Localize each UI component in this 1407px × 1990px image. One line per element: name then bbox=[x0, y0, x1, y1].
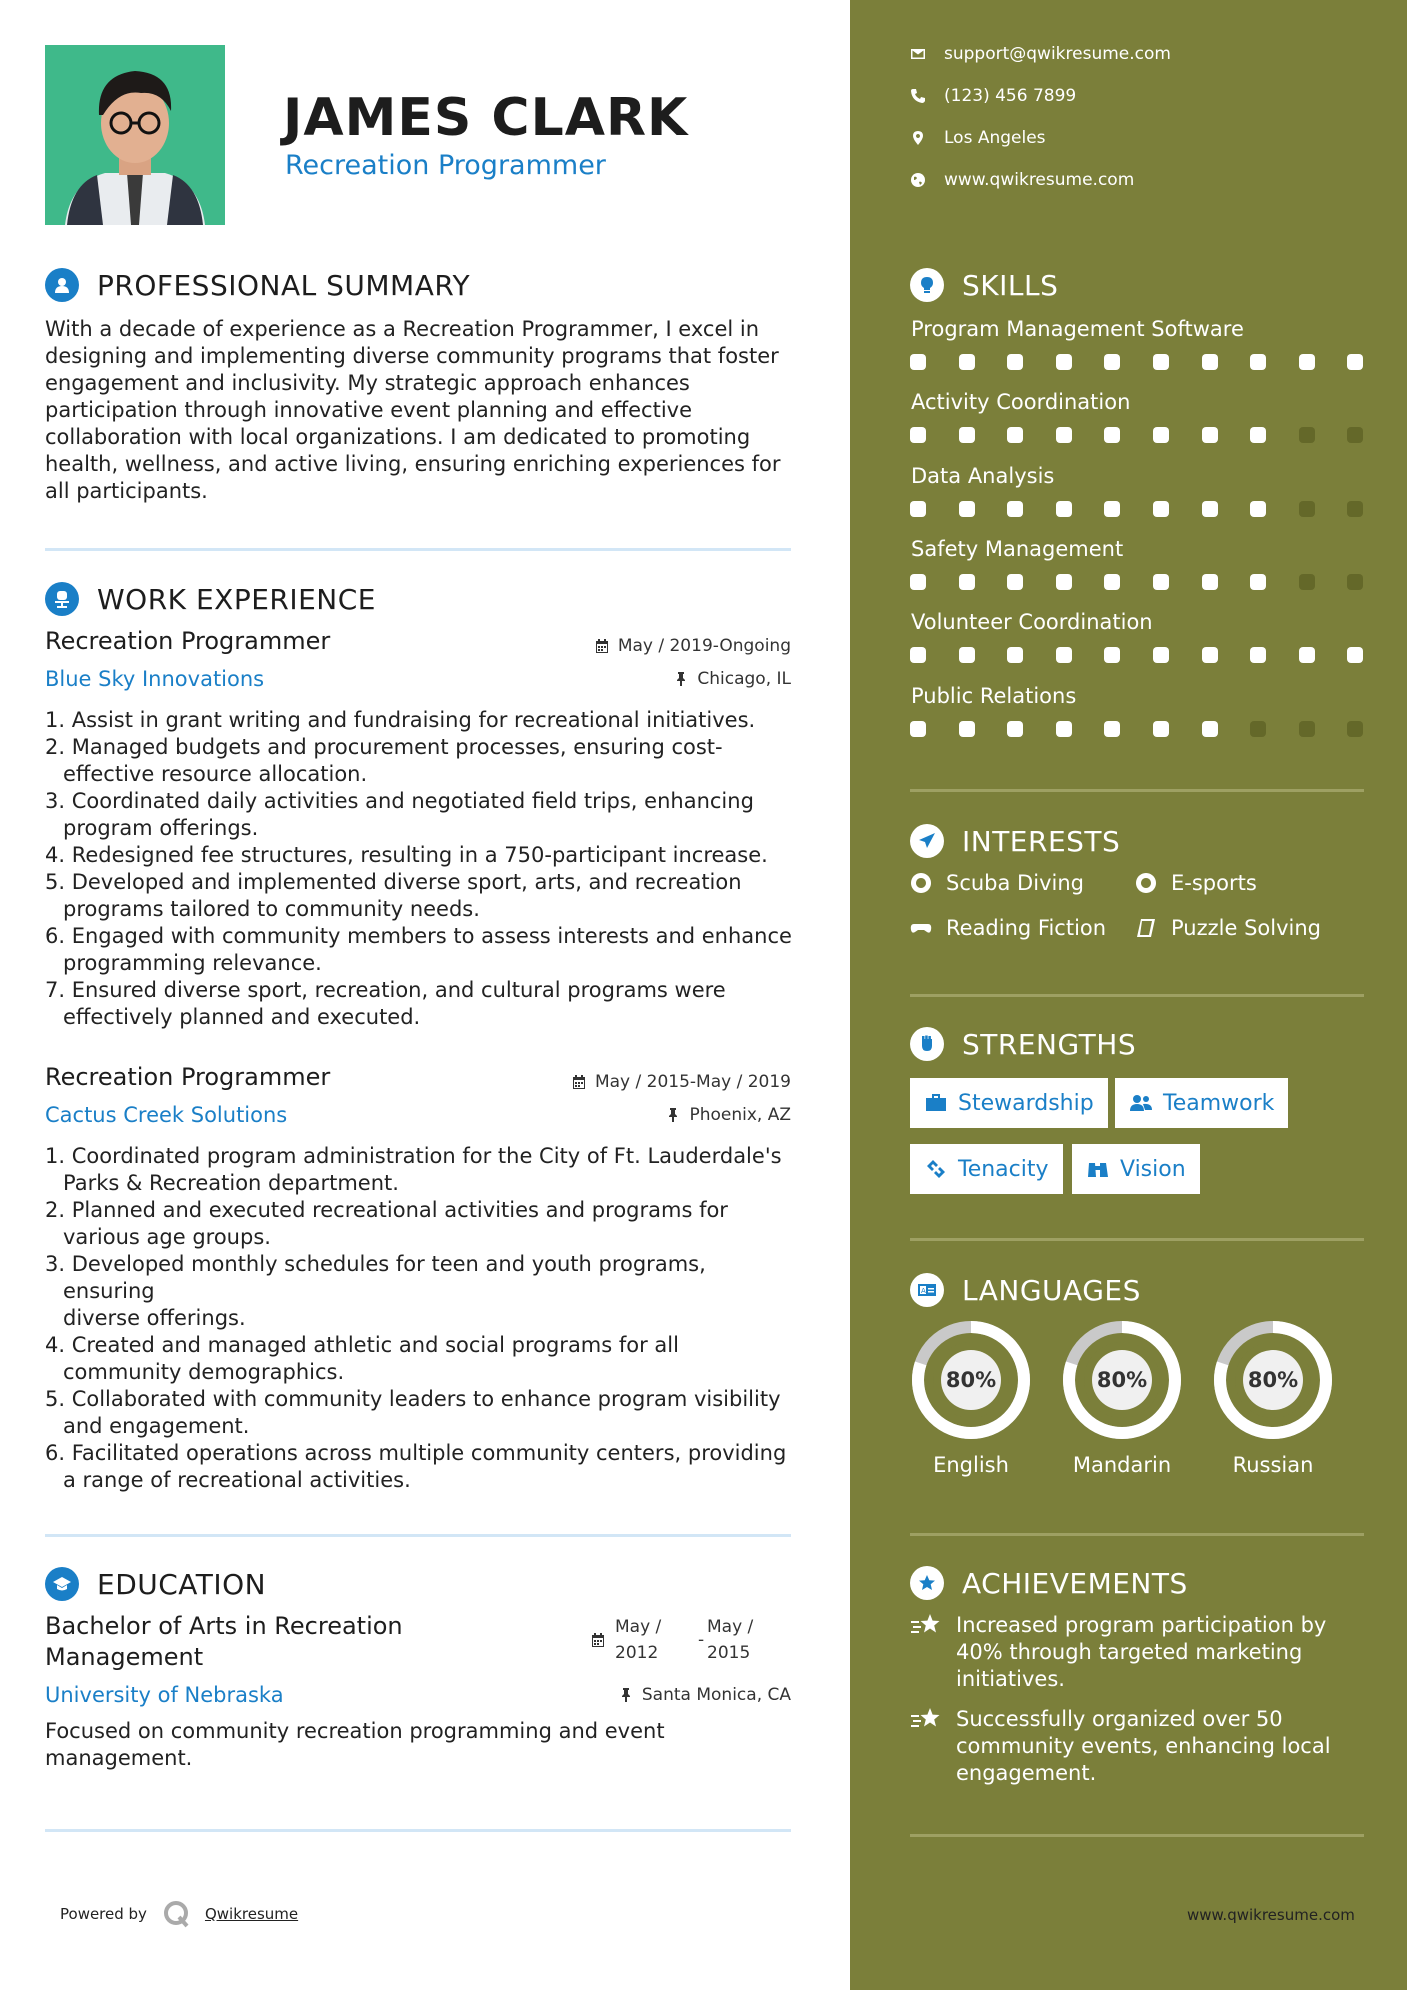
candidate-title: Recreation Programmer bbox=[285, 150, 606, 181]
contact-phone bbox=[910, 86, 1076, 106]
degree-title bbox=[45, 1611, 485, 1673]
shooting-star-icon bbox=[910, 1612, 942, 1640]
duty-item bbox=[45, 869, 800, 923]
skill-dot-filled bbox=[1007, 427, 1023, 443]
interest-item bbox=[910, 871, 1084, 895]
strengths-heading bbox=[910, 1027, 1136, 1061]
skills-heading-text: SKILLS bbox=[962, 268, 1059, 302]
strength-badge bbox=[910, 1144, 1063, 1194]
duty-item bbox=[45, 788, 800, 842]
skill-dot-filled bbox=[1056, 427, 1072, 443]
life-ring-icon bbox=[1135, 872, 1157, 894]
skill-dot-filled bbox=[1202, 574, 1218, 590]
skill-dot-filled bbox=[1250, 574, 1266, 590]
sidebar-divider bbox=[910, 1238, 1364, 1241]
chair-icon bbox=[45, 582, 79, 616]
job-company: Blue Sky Innovations bbox=[45, 667, 265, 691]
education-heading-text: EDUCATION bbox=[97, 1567, 267, 1601]
degree-line: Bachelor of Arts in Recreation bbox=[45, 1612, 403, 1640]
achievement-line: initiatives. bbox=[956, 1667, 1065, 1691]
skill-dot-filled bbox=[910, 501, 926, 517]
calendar-icon bbox=[571, 1074, 587, 1090]
achievement-line: community events, enhancing local bbox=[956, 1734, 1331, 1758]
skill-dot-filled bbox=[1299, 647, 1315, 663]
section-divider bbox=[45, 1829, 791, 1832]
skill-dot-filled bbox=[1153, 647, 1169, 663]
languages-heading-text: LANGUAGES bbox=[962, 1273, 1141, 1307]
achievements-heading-text: ACHIEVEMENTS bbox=[962, 1566, 1188, 1600]
skill-name: Data Analysis bbox=[911, 464, 1055, 488]
job-title: Recreation Programmer bbox=[45, 1063, 331, 1091]
duty-item bbox=[45, 1143, 800, 1197]
skill-dot-empty bbox=[1299, 427, 1315, 443]
duty-item bbox=[45, 977, 800, 1031]
skill-dot-filled bbox=[1056, 721, 1072, 737]
school-name: University of Nebraska bbox=[45, 1683, 284, 1707]
skill-dot-filled bbox=[1250, 647, 1266, 663]
skill-dot-filled bbox=[1202, 354, 1218, 370]
achievement-line: engagement. bbox=[956, 1761, 1097, 1785]
experience-heading-text: WORK EXPERIENCE bbox=[97, 582, 376, 616]
duty-line: 4. Created and managed athletic and social programs for all bbox=[45, 1333, 679, 1357]
skill-dot-filled bbox=[1202, 647, 1218, 663]
skill-dot-empty bbox=[1299, 721, 1315, 737]
pin-icon bbox=[618, 1687, 634, 1703]
fist-icon bbox=[910, 1027, 944, 1061]
interest-label: Puzzle Solving bbox=[1171, 916, 1321, 940]
interest-label: Scuba Diving bbox=[946, 871, 1084, 895]
duty-line: 5. Collaborated with community leaders to enhance program visibility bbox=[45, 1387, 781, 1411]
section-divider bbox=[45, 1534, 791, 1537]
skill-dot-filled bbox=[1202, 427, 1218, 443]
edu-end-date bbox=[707, 1614, 753, 1666]
edu-end-line: May / bbox=[707, 1617, 754, 1637]
skill-dot-filled bbox=[1250, 501, 1266, 517]
skill-dot-filled bbox=[1347, 354, 1363, 370]
duty-line: 3. Developed monthly schedules for teen and youth programs, ensuring bbox=[45, 1252, 706, 1303]
achievement-item bbox=[910, 1706, 1350, 1787]
strength-label: Teamwork bbox=[1163, 1090, 1275, 1116]
skill-dot-empty bbox=[1347, 574, 1363, 590]
languages-heading bbox=[910, 1273, 1141, 1307]
duty-line: 2. Managed budgets and procurement processes, ensuring cost- bbox=[45, 735, 723, 759]
skill-dot-filled bbox=[1007, 354, 1023, 370]
duty-item bbox=[45, 1386, 800, 1440]
job-title: Recreation Programmer bbox=[45, 627, 331, 655]
envelope-icon bbox=[910, 46, 926, 62]
link-icon bbox=[924, 1157, 948, 1181]
duty-line: a range of recreational activities. bbox=[63, 1468, 411, 1492]
calendar-icon bbox=[594, 638, 610, 654]
skill-rating bbox=[910, 501, 1396, 517]
pin-icon bbox=[673, 671, 689, 687]
duty-line: 3. Coordinated daily activities and negotiated field trips, enhancing bbox=[45, 789, 754, 813]
skill-dot-filled bbox=[1104, 647, 1120, 663]
duty-line: Parks & Recreation department. bbox=[63, 1171, 399, 1195]
strength-badge bbox=[1072, 1144, 1200, 1194]
powered-by bbox=[60, 1900, 298, 1928]
duty-line: 4. Redesigned fee structures, resulting in a 750-participant increase. bbox=[45, 843, 768, 867]
summary-line: participation through innovative event planning and effective bbox=[45, 398, 693, 422]
skill-dot-filled bbox=[1202, 501, 1218, 517]
skill-rating bbox=[910, 721, 1396, 737]
contact-email[interactable] bbox=[910, 44, 1171, 64]
skill-dot-filled bbox=[1056, 501, 1072, 517]
summary-line: engagement and inclusivity. My strategic approach enhances bbox=[45, 371, 690, 395]
sidebar-divider bbox=[910, 1533, 1364, 1536]
skill-dot-empty bbox=[1299, 501, 1315, 517]
duty-item bbox=[45, 842, 800, 869]
summary-line: With a decade of experience as a Recreation Programmer, I excel in bbox=[45, 317, 760, 341]
job-location-text: Phoenix, AZ bbox=[689, 1105, 791, 1125]
skill-dot-filled bbox=[959, 501, 975, 517]
duty-line: effectively planned and executed. bbox=[63, 1005, 421, 1029]
skill-dot-filled bbox=[1250, 427, 1266, 443]
sidebar-divider bbox=[910, 789, 1364, 792]
language-percent: 80% bbox=[1247, 1368, 1299, 1392]
skill-dot-filled bbox=[910, 427, 926, 443]
summary-line: collaboration with local organizations. I am dedicated to promoting bbox=[45, 425, 751, 449]
duty-line: 7. Ensured diverse sport, recreation, and cultural programs were bbox=[45, 978, 726, 1002]
skill-dot-filled bbox=[1347, 647, 1363, 663]
summary-text bbox=[45, 316, 795, 505]
job-location bbox=[665, 1105, 791, 1125]
achievement-line: Successfully organized over 50 bbox=[956, 1707, 1283, 1731]
skill-name: Activity Coordination bbox=[911, 390, 1131, 414]
contact-location bbox=[910, 128, 1046, 148]
job-duties bbox=[45, 1143, 800, 1494]
summary-line: designing and implementing diverse community programs that foster bbox=[45, 344, 779, 368]
profile-photo bbox=[45, 45, 225, 225]
contact-email-text: support@qwikresume.com bbox=[944, 44, 1171, 64]
shooting-star-icon bbox=[910, 1706, 942, 1734]
briefcase-icon bbox=[924, 1091, 948, 1115]
map-pin-icon bbox=[910, 130, 926, 146]
skill-dot-filled bbox=[1250, 354, 1266, 370]
language-percent: 80% bbox=[945, 1368, 997, 1392]
graduation-cap-icon bbox=[45, 1567, 79, 1601]
achievement-line: Increased program participation by bbox=[956, 1613, 1327, 1637]
skill-dot-filled bbox=[1104, 427, 1120, 443]
duty-item bbox=[45, 1197, 800, 1251]
language-percent: 80% bbox=[1096, 1368, 1148, 1392]
language-gauge bbox=[909, 1318, 1033, 1442]
star-badge-icon bbox=[910, 1566, 944, 1600]
pin-icon bbox=[665, 1107, 681, 1123]
edu-start-line: May / bbox=[615, 1617, 662, 1637]
language-gauge bbox=[1211, 1318, 1335, 1442]
duty-line: program offerings. bbox=[63, 816, 259, 840]
duty-item bbox=[45, 734, 800, 788]
skill-dot-empty bbox=[1347, 501, 1363, 517]
skill-dot-filled bbox=[910, 721, 926, 737]
duty-line: 2. Planned and executed recreational activities and programs for bbox=[45, 1198, 728, 1222]
skill-dot-filled bbox=[1007, 501, 1023, 517]
contact-location-text: Los Angeles bbox=[944, 128, 1046, 148]
strengths-heading-text: STRENGTHS bbox=[962, 1027, 1137, 1061]
summary-heading-text: PROFESSIONAL SUMMARY bbox=[97, 268, 471, 302]
skill-dot-filled bbox=[1056, 574, 1072, 590]
strength-badge bbox=[1115, 1078, 1288, 1128]
achievement-text bbox=[956, 1706, 1331, 1787]
education-description bbox=[45, 1718, 765, 1772]
language-name: Russian bbox=[1232, 1453, 1314, 1477]
skill-name: Safety Management bbox=[911, 537, 1124, 561]
edu-end-line: 2015 bbox=[707, 1643, 751, 1663]
job-duties bbox=[45, 707, 800, 1031]
degree-line: Management bbox=[45, 1643, 204, 1671]
duty-item bbox=[45, 707, 800, 734]
skill-dot-filled bbox=[910, 647, 926, 663]
language-gauge bbox=[1060, 1318, 1184, 1442]
language-name: Mandarin bbox=[1072, 1453, 1172, 1477]
skill-dot-filled bbox=[1104, 354, 1120, 370]
skill-dot-empty bbox=[1299, 574, 1315, 590]
duty-line: programming relevance. bbox=[63, 951, 322, 975]
phone-icon bbox=[910, 88, 926, 104]
strength-label: Stewardship bbox=[958, 1090, 1094, 1116]
school-location-text: Santa Monica, CA bbox=[641, 1685, 791, 1705]
language-name: English bbox=[933, 1453, 1009, 1477]
edu-date-separator: - bbox=[698, 1630, 705, 1650]
interest-label: E-sports bbox=[1171, 871, 1257, 895]
skill-dot-filled bbox=[1056, 647, 1072, 663]
edu-start-line: 2012 bbox=[615, 1643, 659, 1663]
interests-heading-text: INTERESTS bbox=[962, 824, 1121, 858]
interests-heading bbox=[910, 824, 1120, 858]
skill-dot-filled bbox=[1104, 574, 1120, 590]
duty-line: programs tailored to community needs. bbox=[63, 897, 480, 921]
duty-line: 6. Engaged with community members to assess interests and enhance bbox=[45, 924, 792, 948]
skill-dot-filled bbox=[959, 574, 975, 590]
duty-item bbox=[45, 1251, 800, 1332]
section-divider bbox=[45, 548, 791, 551]
duty-line: community demographics. bbox=[63, 1360, 345, 1384]
skill-dot-filled bbox=[1153, 427, 1169, 443]
qwikresume-logo-icon bbox=[163, 1900, 191, 1928]
skill-dot-filled bbox=[1007, 647, 1023, 663]
skill-dot-filled bbox=[1007, 574, 1023, 590]
skill-dot-filled bbox=[1104, 721, 1120, 737]
skill-dot-filled bbox=[1153, 721, 1169, 737]
skill-dot-filled bbox=[910, 354, 926, 370]
skill-name: Volunteer Coordination bbox=[911, 610, 1153, 634]
duty-line: 5. Developed and implemented diverse sport, arts, and recreation bbox=[45, 870, 742, 894]
contact-website[interactable] bbox=[910, 170, 1134, 190]
duty-line: 6. Facilitated operations across multiple community centers, providing bbox=[45, 1441, 787, 1465]
duty-line: and engagement. bbox=[63, 1414, 250, 1438]
skill-dot-empty bbox=[1347, 427, 1363, 443]
skill-dot-filled bbox=[910, 574, 926, 590]
lightbulb-icon bbox=[910, 268, 944, 302]
edu-desc-line: Focused on community recreation programming and event bbox=[45, 1719, 665, 1743]
strength-label: Vision bbox=[1120, 1156, 1186, 1182]
translate-icon bbox=[910, 1273, 944, 1307]
candidate-name: JAMES CLARK bbox=[283, 88, 689, 148]
summary-line: all participants. bbox=[45, 479, 208, 503]
experience-heading bbox=[45, 582, 376, 616]
duty-item bbox=[45, 1332, 800, 1386]
sidebar-divider bbox=[910, 994, 1364, 997]
skill-dot-filled bbox=[959, 721, 975, 737]
job-location bbox=[673, 669, 791, 689]
skill-dot-empty bbox=[1250, 721, 1266, 737]
book-icon bbox=[1135, 917, 1157, 939]
edu-desc-line: management. bbox=[45, 1746, 193, 1770]
contact-phone-text: (123) 456 7899 bbox=[944, 86, 1077, 106]
skill-rating bbox=[910, 574, 1396, 590]
strength-badge bbox=[910, 1078, 1108, 1128]
job-company: Cactus Creek Solutions bbox=[45, 1103, 288, 1127]
skill-dot-filled bbox=[959, 427, 975, 443]
summary-heading bbox=[45, 268, 470, 302]
skill-dot-filled bbox=[1104, 501, 1120, 517]
job-location-text: Chicago, IL bbox=[697, 669, 791, 689]
skill-dot-filled bbox=[1202, 721, 1218, 737]
footer-url[interactable]: www.qwikresume.com bbox=[1187, 1906, 1355, 1924]
duty-line: 1. Assist in grant writing and fundraising for recreational initiatives. bbox=[45, 708, 756, 732]
skill-dot-filled bbox=[1153, 501, 1169, 517]
interest-item bbox=[910, 916, 1106, 940]
powered-by-text: Powered by bbox=[60, 1905, 147, 1923]
achievement-item bbox=[910, 1612, 1350, 1693]
skill-dot-empty bbox=[1347, 721, 1363, 737]
interest-item bbox=[1135, 871, 1257, 895]
gamepad-icon bbox=[910, 917, 932, 939]
paper-plane-icon bbox=[910, 824, 944, 858]
duty-item bbox=[45, 1440, 800, 1494]
calendar-icon bbox=[590, 1632, 606, 1648]
skill-name: Program Management Software bbox=[911, 317, 1244, 341]
qwikresume-link[interactable]: Qwikresume bbox=[204, 1905, 299, 1923]
skills-heading bbox=[910, 268, 1058, 302]
duty-line: 1. Coordinated program administration for the City of Ft. Lauderdale's bbox=[45, 1144, 782, 1168]
education-heading bbox=[45, 1567, 266, 1601]
skill-dot-filled bbox=[1056, 354, 1072, 370]
job-dates-text: May / 2019-Ongoing bbox=[617, 636, 791, 656]
life-ring-icon bbox=[910, 872, 932, 894]
strength-label: Tenacity bbox=[958, 1156, 1049, 1182]
skill-dot-filled bbox=[959, 647, 975, 663]
skill-dot-filled bbox=[959, 354, 975, 370]
duty-line: diverse offerings. bbox=[63, 1306, 246, 1330]
skill-dot-filled bbox=[1153, 354, 1169, 370]
globe-icon bbox=[910, 172, 926, 188]
skill-dot-filled bbox=[1153, 574, 1169, 590]
skill-dot-filled bbox=[1007, 721, 1023, 737]
skill-rating bbox=[910, 427, 1396, 443]
svg-text:A: A bbox=[921, 1287, 926, 1295]
duty-item bbox=[45, 923, 800, 977]
duty-line: various age groups. bbox=[63, 1225, 271, 1249]
user-icon bbox=[45, 268, 79, 302]
edu-start-date bbox=[615, 1614, 661, 1666]
binoculars-icon bbox=[1086, 1157, 1110, 1181]
summary-line: health, wellness, and active living, ensuring enriching experiences for bbox=[45, 452, 781, 476]
achievements-heading bbox=[910, 1566, 1188, 1600]
achievement-text bbox=[956, 1612, 1326, 1693]
skill-name: Public Relations bbox=[911, 684, 1077, 708]
users-icon bbox=[1129, 1091, 1153, 1115]
achievement-line: 40% through targeted marketing bbox=[956, 1640, 1303, 1664]
skill-rating bbox=[910, 354, 1396, 370]
skill-rating bbox=[910, 647, 1396, 663]
interest-label: Reading Fiction bbox=[946, 916, 1107, 940]
duty-line: effective resource allocation. bbox=[63, 762, 368, 786]
school-location bbox=[618, 1685, 791, 1705]
job-dates-text: May / 2015-May / 2019 bbox=[594, 1072, 791, 1092]
skill-dot-filled bbox=[1299, 354, 1315, 370]
interest-item bbox=[1135, 916, 1321, 940]
job-dates bbox=[571, 1072, 791, 1092]
contact-website-text: www.qwikresume.com bbox=[944, 170, 1135, 190]
job-dates bbox=[594, 636, 791, 656]
sidebar-divider bbox=[910, 1834, 1364, 1837]
